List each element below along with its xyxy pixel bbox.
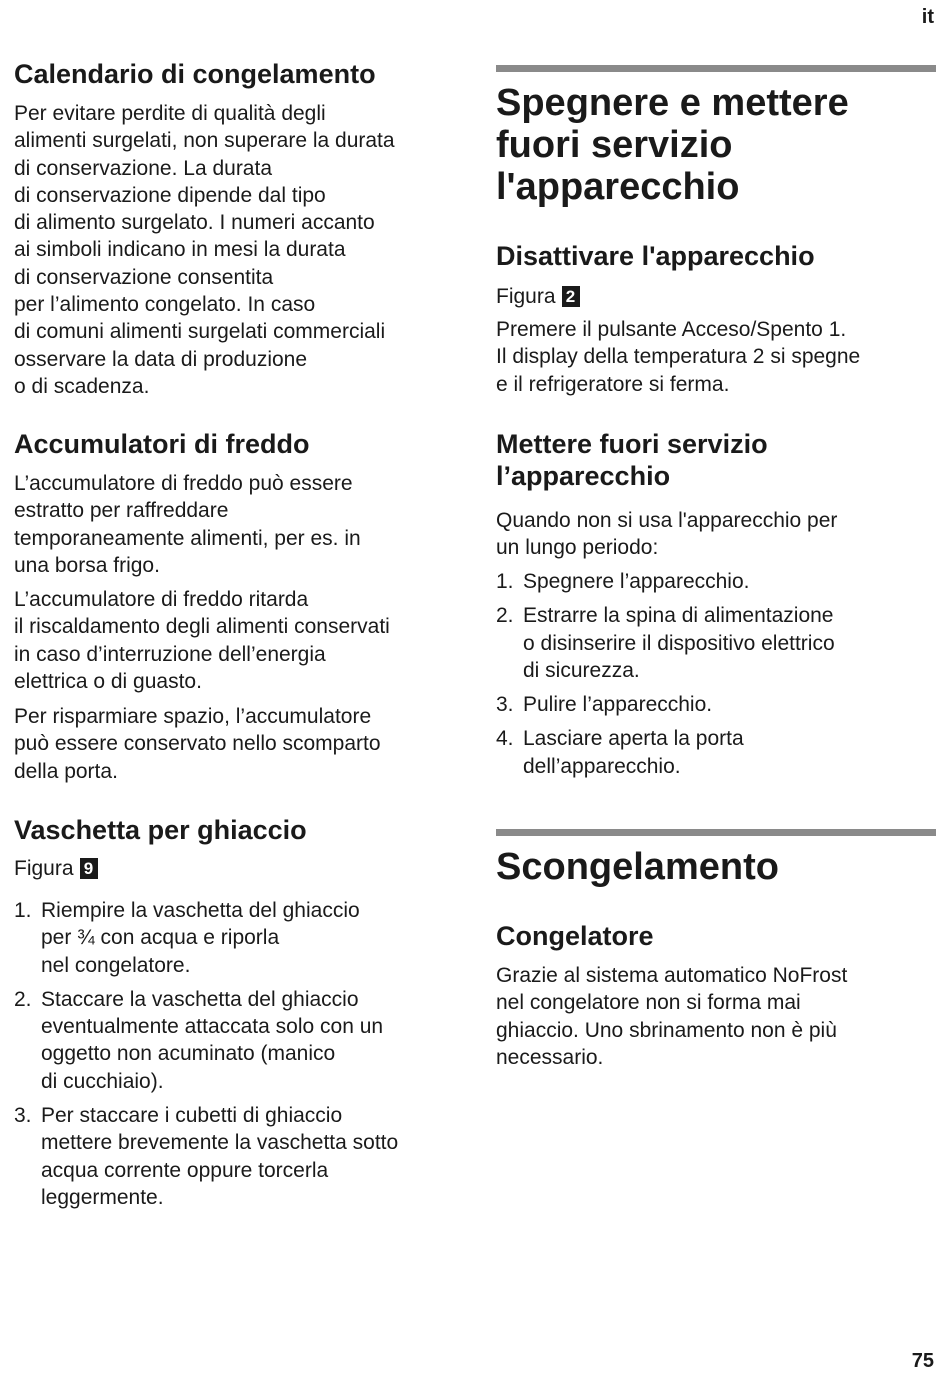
text-line: Per staccare i cubetti di ghiaccio [41,1104,343,1128]
heading-accumulatori: Accumulatori di freddo [14,429,310,459]
heading-vaschetta: Vaschetta per ghiaccio [14,815,307,845]
text-line: mettere brevemente la vaschetta sotto [41,1131,399,1155]
step-number: 2. [496,604,514,628]
steps-vaschetta [14,897,454,1218]
text-line: leggermente. [41,1185,164,1209]
text-line: nel congelatore. [41,953,191,977]
list-item [14,1102,454,1211]
text-line: di conservazione dipende dal tipo [14,183,326,207]
heading-mettere [496,428,768,492]
step-number: 1. [14,899,32,922]
list-item [14,897,454,979]
text-line: nel congelatore non si forma mai [496,991,801,1015]
text-line: Estrarre la spina di alimentazione [523,604,834,628]
text-line: Spegnere l’apparecchio. [523,570,750,593]
heading-line: Mettere fuori servizio [496,429,768,459]
section-divider [496,65,936,72]
text-line: osservare la data di produzione [14,347,308,371]
text-line: per l’alimento congelato. In caso [14,293,316,317]
paragraph-congelatore [496,962,847,1071]
paragraph-accumulatori-2 [14,586,390,695]
paragraph-calendario [14,100,395,400]
text-line: un lungo periodo: [496,536,659,560]
text-line: o disinserire il dispositivo elettrico [523,631,835,655]
figure-reference [496,283,580,310]
text-line: Per risparmiare spazio, l’accumulatore [14,705,372,728]
figure-number-badge: 9 [80,858,98,879]
paragraph-accumulatori-3 [14,703,381,785]
text-line: in caso d’interruzione dell’energia [14,642,326,666]
text-line: necessario. [496,1045,604,1069]
text-line: per ¾ con acqua e riporla [41,926,280,950]
section-divider [496,829,936,836]
list-item [14,986,454,1095]
text-line: e il refrigeratore si ferma. [496,372,730,396]
text-line: Staccare la vaschetta del ghiaccio [41,987,359,1011]
heading-line: fuori servizio [496,124,733,166]
list-item [496,602,936,684]
text-line: può essere conservato nello scomparto [14,732,381,756]
text-line: oggetto non acuminato (manico [41,1042,336,1066]
paragraph-accumulatori-1 [14,470,361,579]
text-line: acqua corrente oppure torcerla [41,1158,329,1182]
text-line: di sicurezza. [523,658,640,682]
text-line: L’accumulatore di freddo può essere [14,472,353,495]
text-line: Quando non si usa l'apparecchio per [496,509,838,532]
text-line: ai simboli indicano in mesi la durata [14,238,346,262]
heading-disattivare: Disattivare l'apparecchio [496,241,815,271]
text-line: Pulire l’apparecchio. [523,693,713,717]
language-code: it [921,6,934,28]
text-line: temporaneamente alimenti, per es. in [14,526,361,550]
step-number: 2. [14,987,32,1011]
text-line: di comuni alimenti surgelati commerciali [14,320,386,344]
text-line: Riempire la vaschetta del ghiaccio [41,899,360,922]
text-line: eventualmente attaccata solo con un [41,1015,384,1039]
text-line: Premere il pulsante Acceso/Spento 1. [496,318,847,341]
heading-line: l'apparecchio [496,166,740,208]
text-line: estratto per raffreddare [14,499,229,523]
paragraph-disattivare [496,316,860,398]
steps-mettere [496,568,936,787]
text-line: L’accumulatore di freddo ritarda [14,588,309,611]
list-item [496,725,936,780]
heading-scongelamento: Scongelamento [496,846,779,888]
text-line: alimenti surgelati, non superare la durata [14,129,395,153]
text-line: della porta. [14,759,118,783]
text-line: o di scadenza. [14,374,150,398]
text-line: di conservazione. La durata [14,156,272,180]
heading-line: Spegnere e mettere [496,82,849,124]
text-line: di alimento surgelato. I numeri accanto [14,211,375,235]
text-line: il riscaldamento degli alimenti conservati [14,615,390,639]
step-number: 3. [496,693,514,717]
figure-number-badge: 2 [562,286,580,307]
paragraph-mettere-intro [496,507,837,562]
list-item [496,568,936,595]
figure-reference [14,855,98,882]
heading-congelatore: Congelatore [496,921,654,951]
step-number: 1. [496,570,514,593]
text-line: elettrica o di guasto. [14,669,202,693]
text-line: Il display della temperatura 2 si spegne [496,345,861,369]
text-line: Grazie al sistema automatico NoFrost [496,964,848,987]
text-line: Lasciare aperta la porta [523,727,744,751]
heading-calendario: Calendario di congelamento [14,59,376,89]
heading-line: l’apparecchio [496,461,671,491]
page-number: 75 [911,1350,934,1372]
figure-label: Figura [14,857,74,880]
text-line: di cucchiaio). [41,1069,164,1093]
list-item [496,691,936,718]
text-line: dell’apparecchio. [523,754,681,778]
figure-label: Figura [496,285,556,308]
text-line: Per evitare perdite di qualità degli [14,102,326,125]
text-line: di conservazione consentita [14,265,274,289]
text-line: una borsa frigo. [14,553,160,577]
text-line: ghiaccio. Uno sbrinamento non è più [496,1018,837,1042]
step-number: 4. [496,727,514,751]
heading-spegnere [496,82,849,208]
step-number: 3. [14,1104,32,1128]
